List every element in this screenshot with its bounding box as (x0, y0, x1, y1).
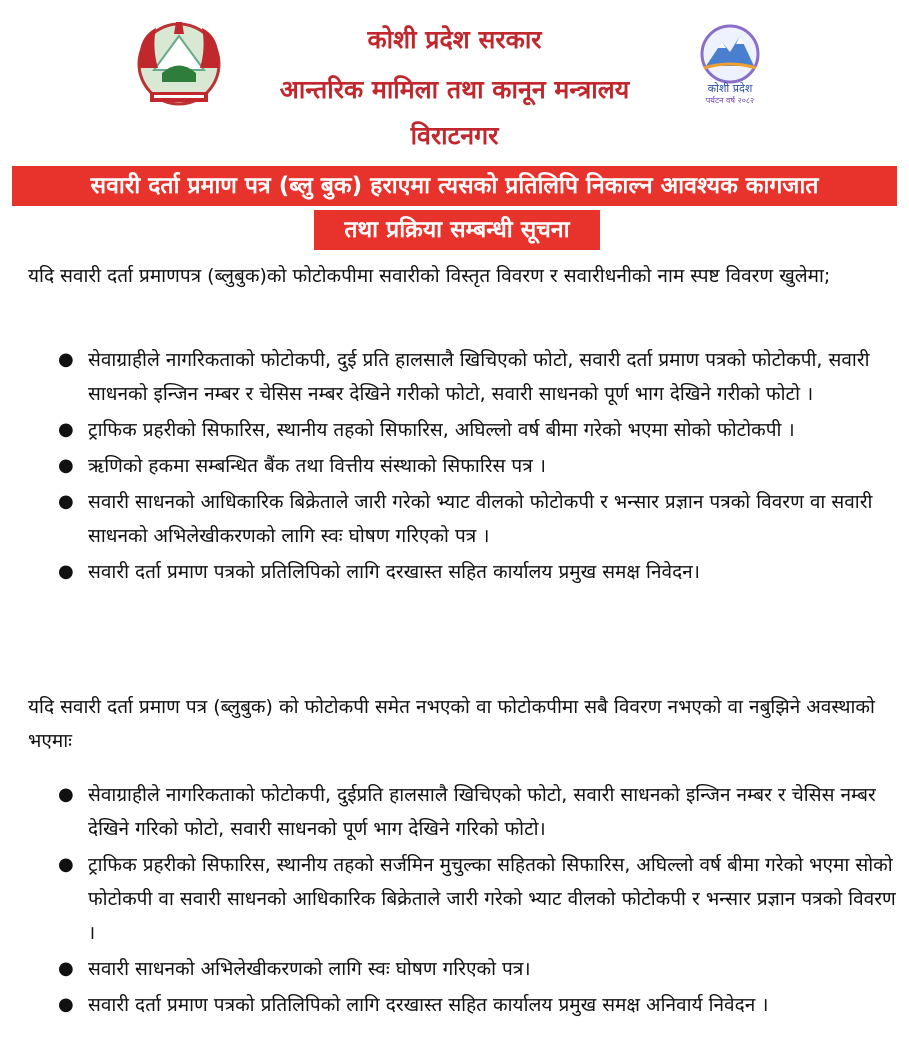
bullet-icon: ● (58, 491, 74, 512)
list-item (58, 343, 900, 411)
bullet-icon: ● (58, 994, 74, 1015)
org-name-line1: कोशी प्रदेश सरकार (367, 25, 542, 54)
section1-list (58, 343, 900, 591)
list-item-text: सवारी साधनको अभिलेखीकरणको लागि स्वः घोषण गरिएको पत्र। (88, 958, 531, 980)
section2-intro: यदि सवारी दर्ता प्रमाण पत्र (ब्लुबुक) को फोटोकपी समेत नभएको वा फोटोकपीमा सबै विवरण नभएको वा नबुझिने अवस्थाको भएमाः (28, 696, 875, 752)
list-item-text: ऋणिको हकमा सम्बन्धित बैंक तथा वित्तीय संस्थाको सिफारिस पत्र । (88, 455, 546, 477)
list-item-text: सेवाग्राहीले नागरिकताको फोटोकपी, दुईप्रति हालसालै खिचिएको फोटो, सवारी साधनको इन्जिन नम्बर र चेसिस नम्बर देखिने गरिको फोटो, सवारी साधनको पूर्ण भाग देखिने गरिको फोटो। (88, 784, 876, 840)
org-name-line2: आन्तरिक मामिला तथा कानून मन्त्रालय (279, 75, 630, 104)
section2-list (58, 778, 900, 1024)
org-location: विराटनगर (410, 121, 499, 150)
list-item-text: सेवाग्राहीले नागरिकताको फोटोकपी, दुई प्रति हालसालै खिचिएको फोटो, सवारी दर्ता प्रमाण पत्रको फोटोकपी, सवारी साधनको इन्जिन नम्बर र चेसिस नम्बर देखिने गरीको फोटो, सवारी साधनको पूर्ण भाग देखिने गरीको फोटो । (88, 349, 870, 405)
header (0, 0, 909, 160)
list-item (58, 848, 900, 950)
koshi-logo-subtext: पर्यटन वर्ष २०८२ (705, 96, 755, 105)
bullet-icon: ● (58, 419, 74, 440)
list-item (58, 988, 900, 1022)
bullet-icon: ● (58, 854, 74, 875)
bullet-icon: ● (58, 784, 74, 805)
bullet-icon: ● (58, 349, 74, 370)
section1-intro: यदि सवारी दर्ता प्रमाणपत्र (ब्लुबुक)को फोटोकपीमा सवारीको विस्तृत विवरण र सवारीधनीको नाम स्पष्ट विवरण खुलेमा; (28, 265, 831, 287)
list-item (58, 449, 900, 483)
list-item-text: सवारी दर्ता प्रमाण पत्रको प्रतिलिपिको लागि दरखास्त सहित कार्यालय प्रमुख समक्ष निवेदन। (88, 561, 700, 583)
bullet-icon: ● (58, 455, 74, 476)
list-item (58, 952, 900, 986)
notice-title-line1: सवारी दर्ता प्रमाण पत्र (ब्लु बुक) हराएमा त्यसको प्रतिलिपि निकाल्न आवश्यक कागजात (12, 166, 897, 206)
list-item (58, 555, 900, 589)
bullet-icon: ● (58, 958, 74, 979)
bullet-icon: ● (58, 561, 74, 582)
list-item-text: सवारी दर्ता प्रमाण पत्रको प्रतिलिपिको लागि दरखास्त सहित कार्यालय प्रमुख समक्ष अनिवार्य निवेदन । (88, 994, 769, 1016)
notice-title-line2: तथा प्रक्रिया सम्बन्धी सूचना (314, 210, 600, 250)
list-item-text: सवारी साधनको आधिकारिक बिक्रेताले जारी गरेको भ्याट वीलको फोटोकपी र भन्सार प्रज्ञान पत्रको विवरण वा सवारी साधनको अभिलेखीकरणको लागि स्वः घोषण गरिएको पत्र । (88, 491, 873, 547)
list-item-text: ट्राफिक प्रहरीको सिफारिस, स्थानीय तहको सर्जमिन मुचुल्का सहितको सिफारिस, अघिल्लो वर्ष बीमा गरेको भएमा सोको फोटोकपी वा सवारी साधनको आधिकारिक बिक्रेताले जारी गरेको भ्याट वीलको फोटोकपी र भन्सार प्रज्ञान पत्रको विवरण । (88, 854, 896, 944)
list-item (58, 413, 900, 447)
list-item (58, 485, 900, 553)
koshi-logo-text: कोशी प्रदेश (707, 82, 753, 95)
list-item-text: ट्राफिक प्रहरीको सिफारिस, स्थानीय तहको सिफारिस, अघिल्लो वर्ष बीमा गरेको भएमा सोको फोटोकपी । (88, 419, 795, 441)
list-item (58, 778, 900, 846)
